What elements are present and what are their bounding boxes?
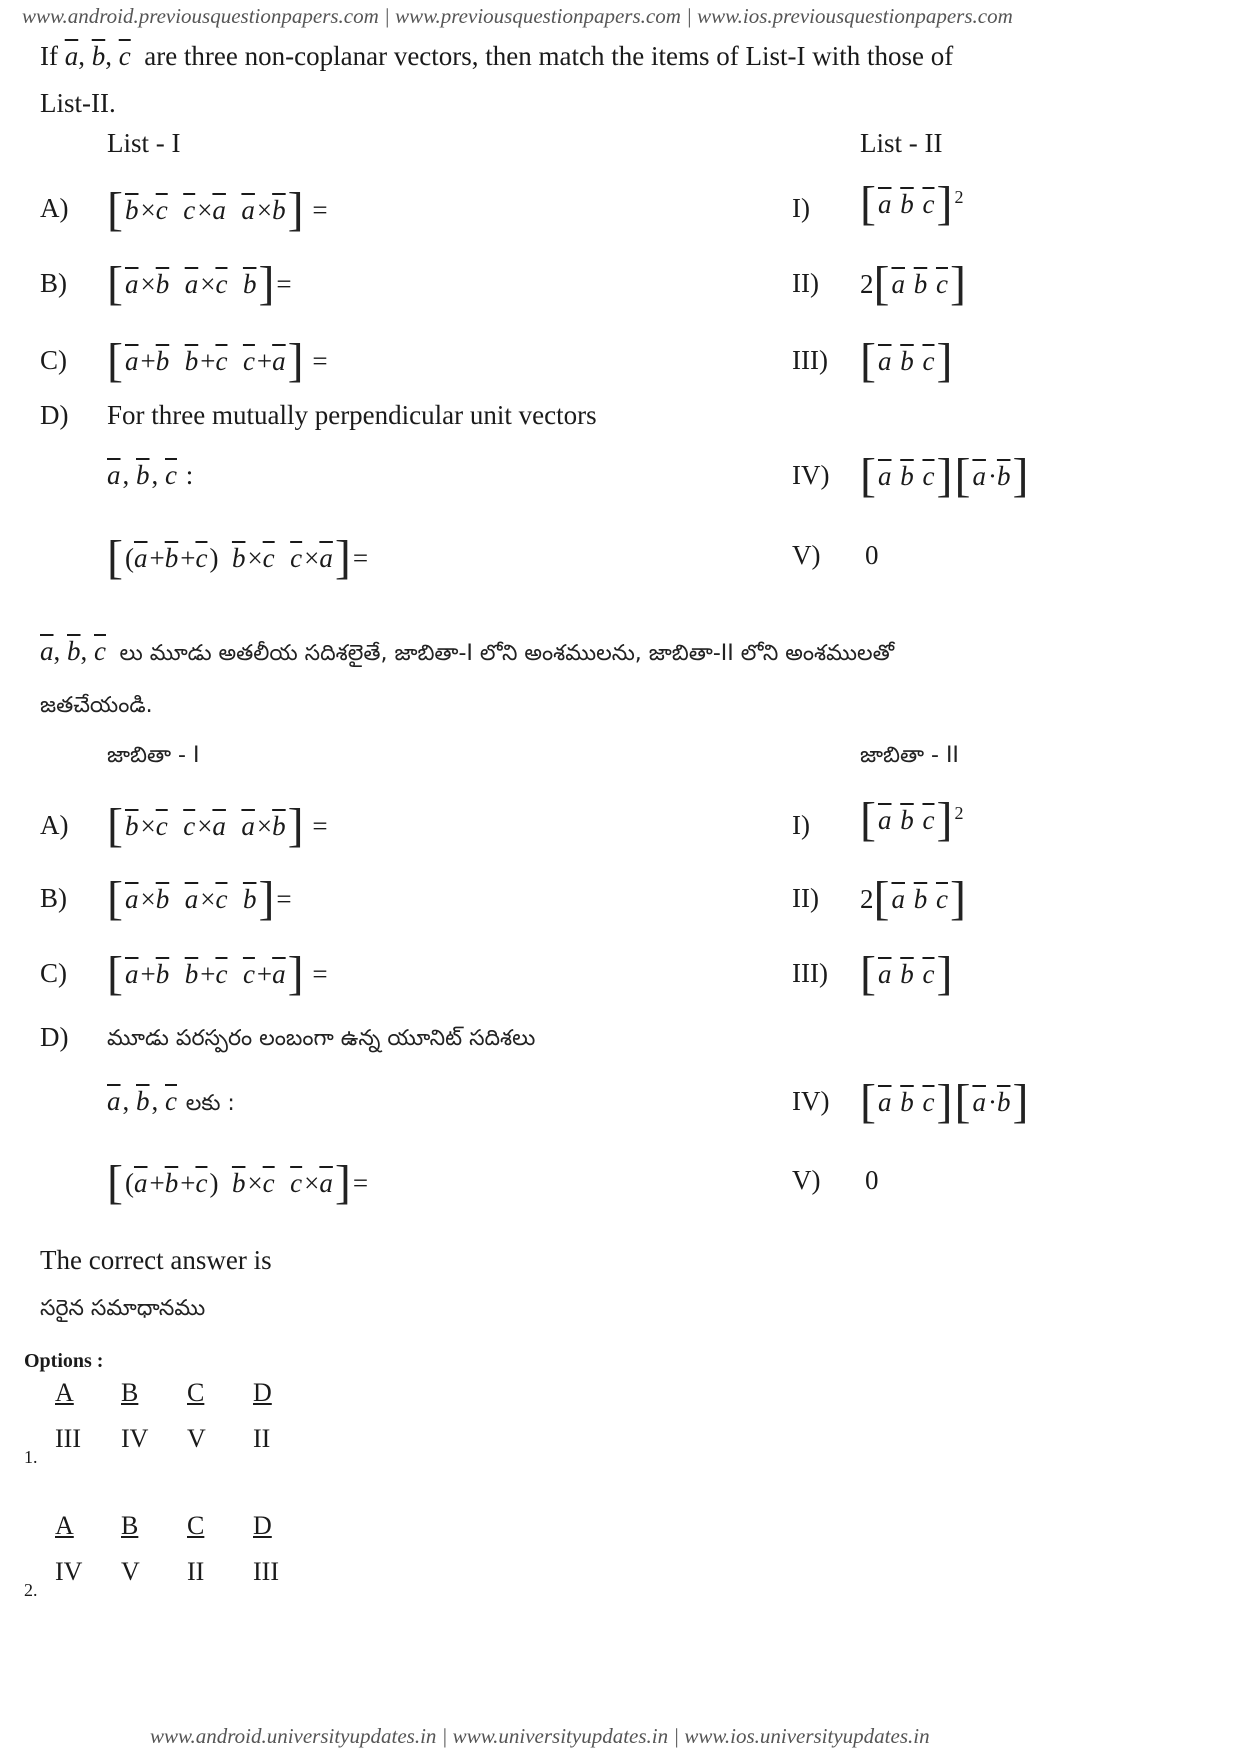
question-intro-te: $\overline{a}$, $\overline{b}$, $\overline{c}$ లు మూడు అతలీయ సదిశలైతే, జాబితా-I లోని అంశములను, జాబితా-II లోని అంశములతో [40, 636, 895, 666]
item-c-label: C) [40, 345, 67, 375]
item-v-label-te: V) [792, 1165, 821, 1195]
d-vectors-en: $\overline{a}$, $\overline{b}$, $\overline{c}$ : [107, 460, 194, 490]
expr-c-te: [$\overline{a}+\overline{b}$ $\overline{b}+\overline{c}$ $\overline{c}+\overline{a}$] = [107, 947, 328, 1000]
expr-b-te: [$\overline{a}\times\overline{b}$ $\overline{a}\times\overline{c}$ $\overline{b}]=$ [107, 872, 292, 925]
item-b-label-te: B) [40, 883, 67, 913]
option-2-number[interactable]: 2. [24, 1580, 38, 1600]
list2-header-te: జాబితా - II [860, 743, 959, 768]
option-2-header-b: B [121, 1511, 139, 1540]
expr-a-te: [$\overline{b}\times\overline{c}$ $\overline{c}\times\overline{a}$ $\overline{a}\times\overline{b}$] = [107, 799, 328, 852]
item-b-label: B) [40, 268, 67, 298]
item-d-text-te: మూడు పరస్పరం లంబంగా ఉన్న యూనిట్ సదిశలు [107, 1026, 536, 1051]
option-2-header-d: D [253, 1511, 272, 1540]
item-ii-label-te: II) [792, 883, 819, 913]
expr-d-en: [$(\overline{a}+\overline{b}+\overline{c})$ $\overline{b}\times\overline{c}$ $\overline{c}\times\overline{a}]=$ [107, 531, 369, 584]
expr-v: 0 [865, 540, 879, 570]
options-title: Options : [24, 1350, 104, 1372]
expr-c: [$\overline{a}+\overline{b}$ $\overline{b}+\overline{c}$ $\overline{c}+\overline{a}$] = [107, 334, 328, 387]
item-a-label-te: A) [40, 810, 69, 840]
expr-v-te: 0 [865, 1165, 879, 1195]
intro-line2-te: జతచేయండి. [40, 693, 153, 718]
item-iii-label-te: III) [792, 958, 828, 988]
item-a-label: A) [40, 193, 69, 223]
option-1-number[interactable]: 1. [24, 1447, 38, 1467]
item-iv-label-te: IV) [792, 1086, 830, 1116]
expr-i-te: [$\overline{a}$ $\overline{b}$ $\overline{c}$] $^2$ [860, 793, 964, 846]
expr-b: [$\overline{a}\times\overline{b}$ $\overline{a}\times\overline{c}$ $\overline{b}]=$ [107, 257, 292, 310]
option-2-value-a: IV [55, 1557, 83, 1586]
prompt-en: The correct answer is [40, 1245, 272, 1275]
option-1-header-c: C [187, 1378, 205, 1407]
expr-ii: $2[\overline{a}$ $\overline{b}$ $\overline{c}$] [860, 257, 966, 310]
option-1-header-a: A [55, 1378, 74, 1407]
item-iii-label: III) [792, 345, 828, 375]
option-2-value-b: V [121, 1557, 140, 1586]
list1-header-te: జాబితా - I [107, 743, 200, 768]
intro-line2-en: List-II. [40, 88, 116, 118]
option-2-values[interactable] [55, 1557, 319, 1587]
option-1-value-b: IV [121, 1424, 149, 1453]
intro-text-te: లు మూడు అతలీయ సదిశలైతే, జాబితా-I లోని అంశములను, జాబితా-II లోని అంశములతో [119, 641, 895, 666]
item-i-label: I) [792, 193, 810, 223]
expr-a: [$\overline{b}\times\overline{c}$ $\overline{c}\times\overline{a}$ $\overline{a}\times\overline{b}$] = [107, 183, 328, 236]
option-1-headers [55, 1378, 319, 1408]
item-iv-label: IV) [792, 460, 830, 490]
option-1-value-c: V [187, 1424, 206, 1453]
intro-text-en: are three non-coplanar vectors, then match the items of List-I with those of [144, 41, 954, 71]
option-1-header-b: B [121, 1378, 139, 1407]
expr-d-te: [$(\overline{a}+\overline{b}+\overline{c})$ $\overline{b}\times\overline{c}$ $\overline{c}\times\overline{a}]=$ [107, 1156, 369, 1209]
list1-header-en: List - I [107, 128, 181, 158]
expr-iii: [$\overline{a}$ $\overline{b}$ $\overline{c}$] [860, 334, 953, 387]
page-footer-url: www.android.universityupdates.in | www.universityupdates.in | www.ios.universityupdates.in [150, 1724, 930, 1748]
option-2-value-c: II [187, 1557, 205, 1586]
expr-ii-te: $2[\overline{a}$ $\overline{b}$ $\overline{c}$] [860, 872, 966, 925]
option-1-value-a: III [55, 1424, 81, 1453]
item-d-label-te: D) [40, 1022, 69, 1052]
option-2-header-a: A [55, 1511, 74, 1540]
item-d-text-en: For three mutually perpendicular unit vectors [107, 400, 597, 430]
item-i-label-te: I) [792, 810, 810, 840]
option-2-header-c: C [187, 1511, 205, 1540]
option-2-headers [55, 1511, 319, 1541]
item-v-label: V) [792, 540, 821, 570]
prompt-te: సరైన సమాధానము [40, 1296, 206, 1321]
item-ii-label: II) [792, 268, 819, 298]
expr-iii-te: [$\overline{a}$ $\overline{b}$ $\overline{c}$] [860, 947, 953, 1000]
list2-header-en: List - II [860, 128, 943, 158]
option-2-value-d: III [253, 1557, 279, 1586]
question-intro-en: If $\overline{a}$, $\overline{b}$, $\overline{c}$ are three non-coplanar vectors, then match the items of List-I with those of [40, 41, 954, 71]
option-1-values[interactable] [55, 1424, 319, 1454]
option-1-header-d: D [253, 1378, 272, 1407]
expr-iv-te: [$\overline{a}$ $\overline{b}$ $\overline{c}][\overline{a}\cdot\overline{b}]$ [860, 1075, 1029, 1128]
d-vectors-te: $\overline{a}$, $\overline{b}$, $\overline{c}$ లకు : [107, 1086, 235, 1116]
expr-i: [$\overline{a}$ $\overline{b}$ $\overline{c}$] $^2$ [860, 177, 964, 230]
page-header-url: www.android.previousquestionpapers.com | www.previousquestionpapers.com | www.ios.previousquestionpapers.com [22, 4, 1013, 28]
item-d-label: D) [40, 400, 69, 430]
option-1-value-d: II [253, 1424, 271, 1453]
item-c-label-te: C) [40, 958, 67, 988]
expr-iv: [$\overline{a}$ $\overline{b}$ $\overline{c}][\overline{a}\cdot\overline{b}]$ [860, 449, 1029, 502]
d-suffix-te: లకు : [185, 1091, 235, 1116]
